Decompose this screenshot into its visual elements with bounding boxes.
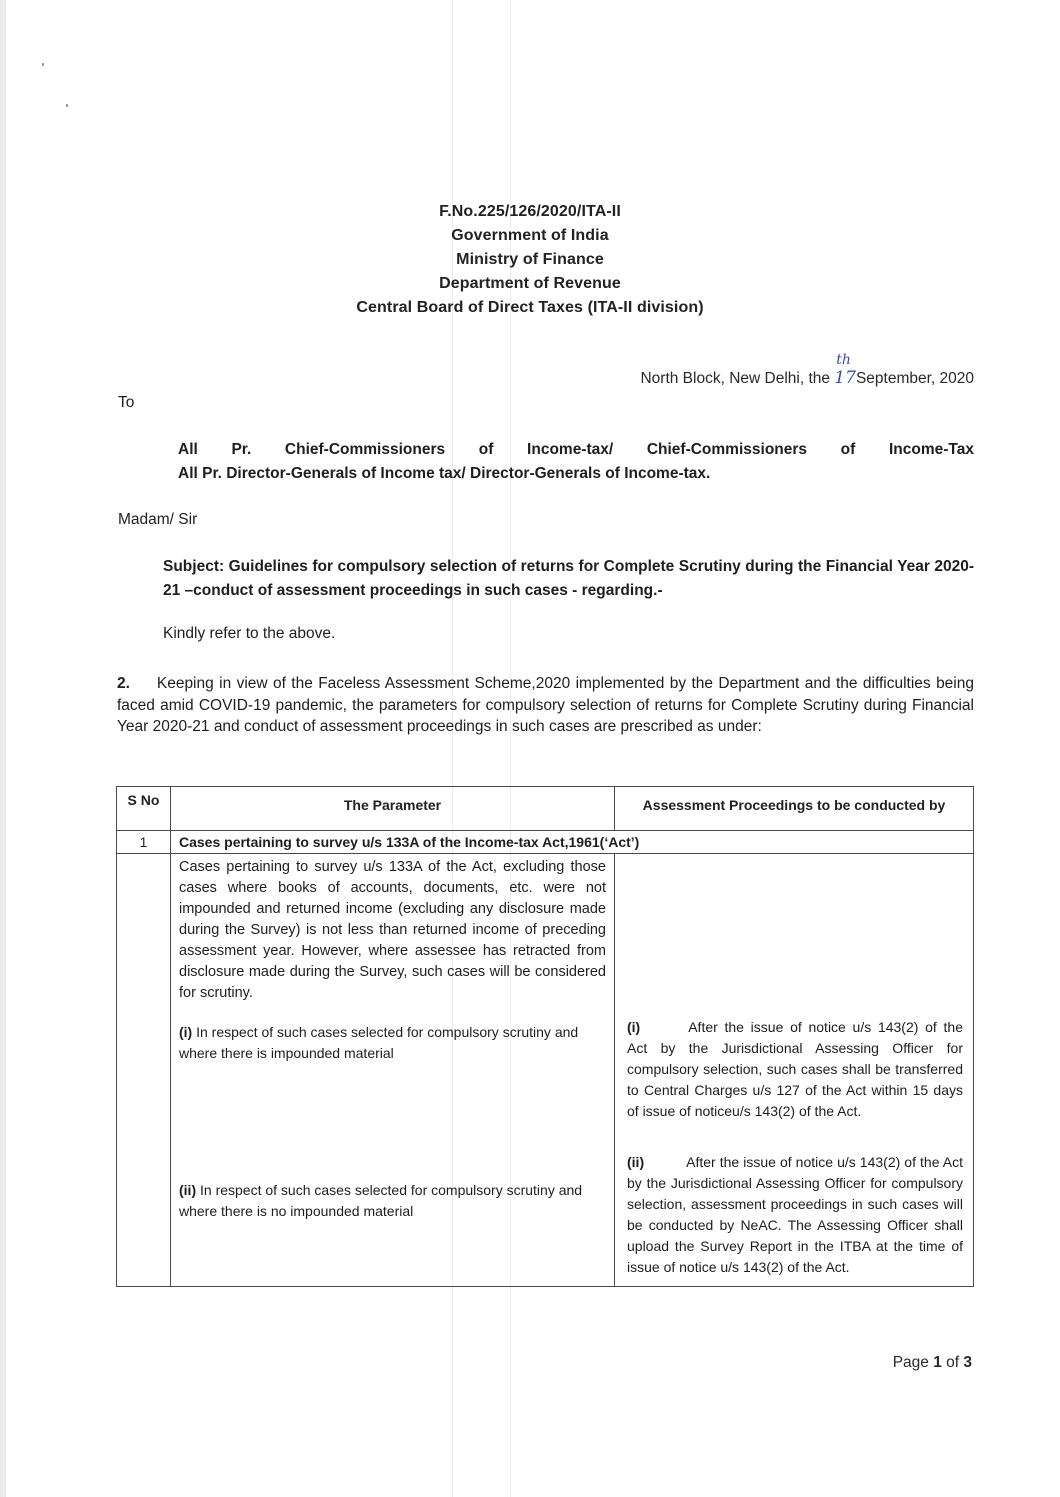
ministry-line: Ministry of Finance (456, 251, 604, 268)
proceedings-cell (615, 854, 974, 1287)
addressee-word: Income-Tax (888, 441, 974, 458)
addressee-line-1 (178, 438, 974, 462)
subject-line: Subject: Guidelines for compulsory selection of returns for Complete Scrutiny during the Financial Year 2020-21 –conduct of assessment proceedings in such cases - regarding.- (163, 558, 974, 599)
file-number: F.No.225/126/2020/ITA-II (439, 203, 621, 220)
table-section-row (117, 831, 974, 854)
sub-item-proceedings: After the issue of notice u/s 143(2) of the Act by the Jurisdictional Assessing Officer for compulsory selection, assessment proceedings in such cases will be conducted by NeAC. The Assessing Officer shall upload the Survey Report in the ITBA at the time of issue of notice u/s 143(2) of the Act. (627, 1154, 963, 1275)
scan-speck (42, 63, 44, 66)
table-row (117, 854, 974, 1287)
kindly-refer-line: Kindly refer to the above. (163, 625, 336, 642)
addressee-word: Chief-Commissioners (284, 441, 446, 458)
sub-item-parameter: In respect of such cases selected for compulsory scrutiny and where there is no impounded material (179, 1182, 583, 1219)
letterhead (0, 200, 1060, 320)
parameters-table (116, 786, 974, 1287)
sub-item-label: (ii) (179, 1182, 197, 1198)
addressee-word: of (840, 441, 856, 458)
parameter-intro: Cases pertaining to survey u/s 133A of the Act, excluding those cases where books of accounts, documents, etc. were not impounded and returned income (excluding any disclosure made during the Survey) is not less than returned income of preceding assessment year. However, where assessee has retracted from disclosure made during the Survey, such cases will be considered for scrutiny. (179, 859, 606, 1001)
government-line: Government of India (451, 227, 609, 244)
row-sno: 1 (117, 831, 171, 854)
addressee-word: All (178, 441, 198, 458)
sub-item-label: (ii) (627, 1154, 645, 1170)
parameter-cell (171, 854, 615, 1287)
dateline (640, 352, 974, 388)
page-prefix: Page (892, 1354, 934, 1371)
board-line: Central Board of Direct Taxes (ITA-II division) (356, 299, 704, 316)
paragraph-number: 2 (117, 675, 126, 692)
proceedings-sub-item-1 (627, 1017, 963, 1122)
dateline-prefix: North Block, New Delhi, the (640, 370, 835, 387)
proceedings-sub-item-2 (627, 1152, 963, 1278)
sub-item-proceedings: After the issue of notice u/s 143(2) of the Act by the Jurisdictional Assessing Officer for compulsory selection, such cases shall be transferred to Central Charges u/s 127 of the Act within 15 days of issue of noticeu/s 143(2) of the Act. (627, 1019, 963, 1119)
page-current: 1 (933, 1354, 942, 1371)
addressee-line-2: All Pr. Director-Generals of Income tax/ Director-Generals of Income-tax. (178, 465, 711, 482)
page-number (893, 1354, 972, 1372)
header-proceedings: Assessment Proceedings to be conducted by (615, 787, 974, 831)
empty-sno-cell (117, 854, 171, 1287)
parameter-sub-item-2 (179, 1180, 606, 1222)
handwritten-day-number: 17 (834, 368, 856, 388)
table-header-row (117, 787, 974, 831)
addressee-word: Chief-Commissioners (646, 441, 808, 458)
handwritten-day (834, 352, 856, 388)
sub-item-label: (i) (627, 1019, 641, 1035)
section-title: Cases pertaining to survey u/s 133A of the Income-tax Act,1961(‘Act’) (171, 831, 974, 854)
department-line: Department of Revenue (439, 275, 621, 292)
page-total: 3 (963, 1354, 972, 1371)
sub-item-label: (i) (179, 1024, 193, 1040)
scan-speck (66, 104, 68, 107)
paragraph-2: 2. Keeping in view of the Faceless Assessment Scheme,2020 implemented by the Department and the difficulties being faced amid COVID-19 pandemic, the parameters for compulsory selection of returns for Complete Scrutiny during Financial Year 2020-21 and conduct of assessment proceedings in such cases are prescribed as under: (117, 675, 974, 735)
salutation: Madam/ Sir (118, 511, 198, 528)
addressees (178, 438, 974, 486)
paragraph-2-text: Keeping in view of the Faceless Assessment Scheme,2020 implemented by the Department and the difficulties being faced amid COVID-19 pandemic, the parameters for compulsory selection of returns for Complete Scrutiny during Financial Year 2020-21 and conduct of assessment proceedings in such cases are prescribed as under: (117, 675, 974, 735)
header-sno: S No (117, 787, 171, 831)
page-of: of (941, 1354, 964, 1371)
addressee-word: of (478, 441, 494, 458)
handwritten-day-suffix: th (836, 352, 851, 368)
parameter-sub-item-1 (179, 1022, 606, 1064)
sub-item-parameter: In respect of such cases selected for compulsory scrutiny and where there is impounded material (179, 1024, 579, 1061)
addressee-word: Income-tax/ (527, 441, 614, 458)
to-label: To (118, 394, 135, 411)
dateline-suffix: September, 2020 (855, 370, 974, 387)
header-parameter: The Parameter (171, 787, 615, 831)
addressee-word: Pr. (231, 441, 252, 458)
